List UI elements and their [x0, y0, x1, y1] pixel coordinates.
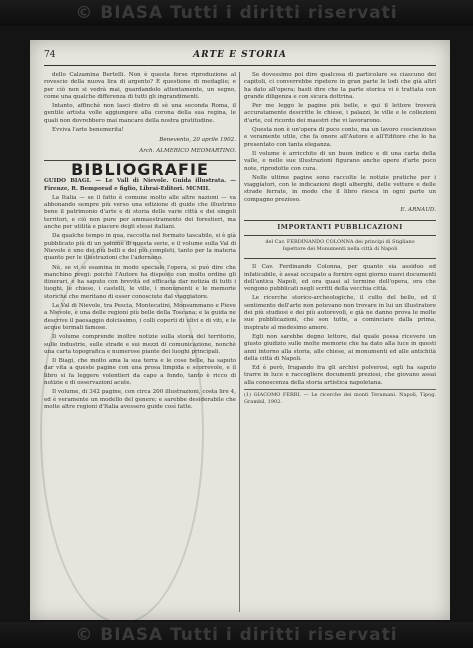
- review-paragraph-5: Il volume comprende inoltre notizie sulla storia del territorio, sulle industrie, sulle strade e sui mezzi di comunicazione, nonchè una carta topografica e numerose piante dei luoghi principali.: [44, 334, 236, 355]
- publications-paragraph-1: Il Cav. Ferdinando Colonna, per quanto sia assiduo ed infaticabile, è assai occupato a fornire ogni giorno nuovi documenti dell'antica Napoli, ed ora quasi al termine dell'opera, ora che vengono pubblicati negli scritti della vecchia città.: [244, 264, 436, 293]
- publications-subtitle-1: del Cav. FERDINANDO COLONNA dei principi di Stigliano: [265, 238, 415, 245]
- publications-paragraph-4: Ed è però, frugando fra gli archivi polverosi, egli ha saputo trarre in luce e raccogliere documenti preziosi, che giovano assai alla conoscenza della storia artistica napoletana.: [244, 365, 436, 386]
- publications-subtitle-2: Ispettore dei Monumenti nella città di Napoli: [282, 245, 398, 252]
- intro-paragraph-2: Intanto, affinchè non lasci dietro di sè una seconda Roma, il gentile artista volle aggiungere alla corona della sua regina, le quali non dovrebbero mai mancare della nostra gratitudine.: [44, 103, 236, 124]
- intro-paragraph-3: Evviva l'arte benemerita!: [52, 127, 124, 134]
- right-paragraph-1: Se dovessimo poi dire qualcosa di particolare su ciascuno dei capitoli, ci converrebbe ripetere in gran parte le lodi che già altri ha dato all'opera; basti dire che la parte storica vi è trattata con grande diligenza e con sicura dottrina.: [244, 72, 436, 100]
- running-title: ARTE E STORIA: [193, 50, 287, 60]
- left-column: [44, 72, 236, 413]
- page-number: 74: [44, 50, 56, 60]
- right-paragraph-4: Il volume è arricchito di un buon indice e di una carta della valle, e nelle sue illustrazioni figurano anche opere d'arte poco note, riprodotte con cura.: [244, 150, 436, 172]
- review-paragraph-4: La Val di Nievole, tra Pescia, Montecatini, Monsummano e Pieve a Nievole, è una delle regioni più belle della Toscana; e la guida ne descrive il paesaggio dolcissimo, i colli coperti di ulivi e di viti, e le acque termali famose.: [44, 303, 236, 331]
- footnote: (1) GIACOMO FERRI. — Le ricerche dei monti Teramani. Napoli, Tipog. Grambil, 1902.: [244, 389, 436, 407]
- author-signature: Arch. ALMERICO MEOMARTINO.: [139, 147, 236, 154]
- column-divider: [239, 72, 240, 612]
- archive-banner-top: © BIASA Tutti i diritti riservati: [0, 0, 473, 26]
- right-paragraph-2: Per me leggo le pagine più belle, e qui il lettore troverà accuratamente descritte le chiese, i palazzi, le ville e le collezioni d'arte, col ricordo dei maestri che vi lavorarono.: [244, 103, 436, 124]
- reviewer-signature: E. ARNAUD.: [400, 207, 436, 214]
- page-header: [44, 50, 436, 64]
- right-paragraph-3: Questa non è un'opera di poco conto, ma un lavoro coscienzioso e veramente utile, che fa onore all'Autore e all'Editore che lo ha presentato con tanta eleganza.: [244, 127, 436, 148]
- review-paragraph-6: Il Biagi, che molto ama la sua terra e le cose belle, ha saputo dar vita a queste pagine con una prosa limpida e scorrevole, e il libro si fa leggere volentieri da capo a fondo, tanto è ricco di notizie e di osservazioni acute.: [44, 358, 236, 386]
- document-page: [30, 40, 450, 620]
- right-paragraph-5: Nelle ultime pagine sono raccolte le notizie pratiche per i viaggiatori, con le indicazioni degli alberghi, delle vetture e delle strade ferrate, in modo che il libro riesca in ogni parte un compagno prezioso.: [244, 174, 436, 203]
- intro-paragraph-1: dello Calzamina Bertelli. Non è questa forse riproduzione al rovescio della nuova lira di argento? È questione di medaglie; e per ciò non si vedrà mai, guardandolo attentamente, un segno, come una qualche differenza di tutti gli ingrandimenti.: [44, 72, 236, 100]
- review-paragraph-1: La Italia — se il fatto è comune molto alle altre nazioni — va abbonando sempre più verso una edizione di guide che illustrino bene il patrimonio d'arte e di storia delle varie città e dei singoli territori, e ciò non pure per ammaestramento dei forestieri, ma anche per utilità e piacere degli stessi italiani.: [44, 194, 236, 231]
- subtitle-rule: [244, 258, 436, 259]
- archive-banner-bottom: © BIASA Tutti i diritti riservati: [0, 622, 473, 648]
- header-rule: [44, 65, 436, 66]
- review-citation: GUIDO BIAGI. — Le Vall di Nievole. Guida illustrata. — Firenze, R. Bemporad e figlio, Librai-Editori. MCMII.: [44, 178, 236, 192]
- dateline: Benevento, 20 aprile 1902.: [159, 137, 236, 144]
- bibliografie-heading: BIBLIOGRAFIE: [71, 159, 209, 179]
- publications-paragraph-3: Egli non sarebbe degno lettore, dal quale possa ricevere un giusto giudizio sulle molte memorie che ha dato alla luce in questi anni intorno alla storia, alle chiese, ai monumenti ed alle antichità della città di Napoli.: [244, 333, 436, 362]
- review-paragraph-2: Da qualche tempo in qua, raccolta nel formato tascabile, si è già pubblicato più di un volume di questa serie, e il volume sulla Val di Nievole è uno dei più belli e dei più completi, tanto per la materia quanto per le illustrazioni che l'adornano.: [44, 233, 236, 262]
- publications-heading: IMPORTANTI PUBBLICAZIONI: [244, 220, 436, 235]
- right-column: [244, 72, 436, 409]
- review-paragraph-3: Nè, se vi si esamina in modo speciale l'opera, si può dire che manchino pregi: poichè l'Autore ha disposto con molto ordine gli itinerari, e ha saputo con brevità ed efficacia dar notizia di tutti i luoghi, le chiese, i castelli, le ville, i monumenti e le memorie storiche che meritano di esser conosciute dal viaggiatore.: [44, 264, 236, 300]
- publications-paragraph-2: Le ricerche storico-archeologiche, il culto del bello, ed il sentimento dell'arte non potevano non trovare in lui un illustratore dei più studiosi e dei più autorevoli, e già ne danno prova le molte sue pubblicazioni, che son tutte, a cominciare dalla prima, inspirate al medesimo amore.: [244, 295, 436, 331]
- review-paragraph-7: Il volume, di 342 pagine, con circa 200 illustrazioni, costa lire 4, ed è veramente un modello del genere; e sarebbe desiderabile che molte altre regioni d'Italia avessero guide così fatte.: [44, 389, 236, 410]
